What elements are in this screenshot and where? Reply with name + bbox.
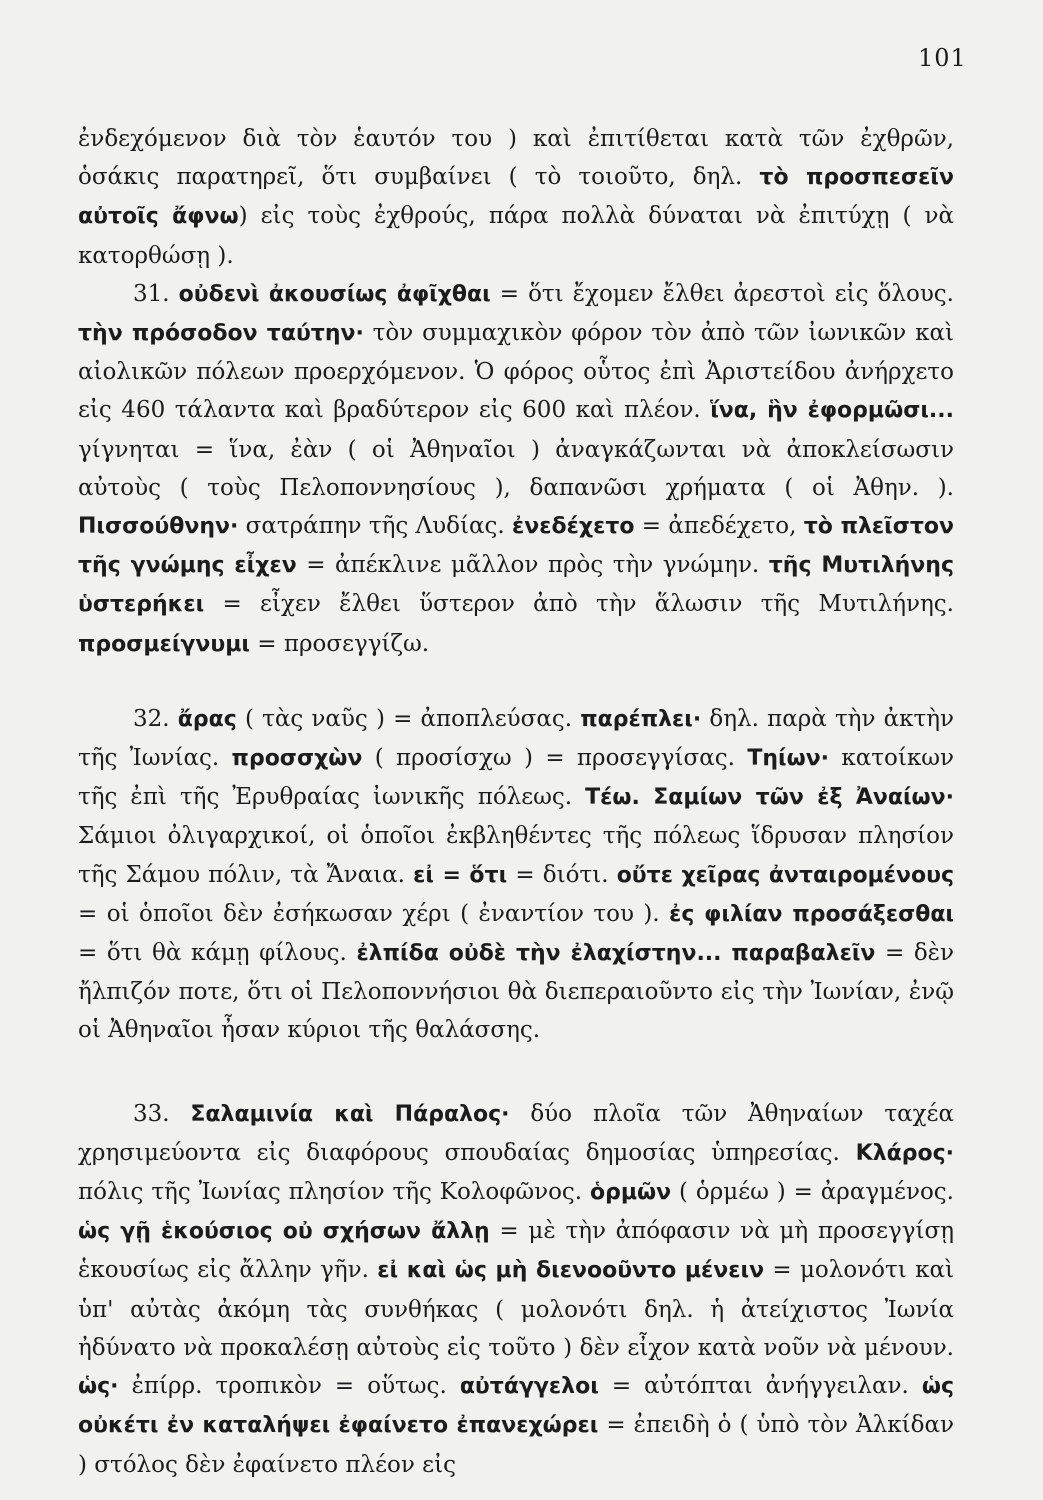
gloss-text: = αὐτόπται ἀνήγγειλαν.: [598, 1373, 922, 1400]
lemma-bold: ὁρμῶν: [590, 1180, 672, 1206]
lemma-bold: ἐς φιλίαν προσάξεσθαι: [669, 901, 955, 927]
gloss-text: ἐνδεχόμενον διὰ τὸν ἑαυτόν του ) καὶ ἐπιτίθεται κατὰ τῶν ἐχθρῶν, ὁσάκις παρατηρεῖ, ὅτι συμβαίνει ( τὸ τοιοῦτο, δηλ.: [78, 126, 954, 191]
gloss-text: ) εἰς τοὺς ἐχθρούς, πάρα πολλὰ δύναται νὰ ἐπιτύχῃ ( νὰ κατορθώσῃ ).: [78, 203, 955, 269]
gloss-text: πόλις τῆς Ἰωνίας πλησίον τῆς Κολοφῶνος.: [78, 1179, 590, 1206]
lemma-bold: Τέω. Σαμίων τῶν ἐξ Ἀναίων·: [585, 785, 954, 811]
lemma-bold: τὸ πλεῖστον τῆς γνώμης εἶχεν: [78, 514, 954, 579]
lemma-bold: Σαλαμινία καὶ Πάραλος·: [190, 1101, 510, 1127]
gloss-text: δηλ. παρὰ τὴν ἀκτὴν τῆς Ἰωνίας.: [78, 705, 955, 772]
gloss-text: = ὅτι θὰ κάμῃ φίλους.: [78, 940, 357, 967]
page-number: 101: [918, 44, 967, 72]
gloss-text: = προσεγγίζω.: [250, 630, 430, 657]
lemma-bold: παρέπλει·: [580, 706, 702, 732]
gloss-text: 31.: [133, 280, 179, 307]
lemma-bold: ὡς γῇ ἑκούσιος οὐ σχήσων ἄλλῃ: [78, 1219, 490, 1245]
lemma-bold: Πισσούθνην·: [78, 514, 239, 540]
lemma-bold: προσμείγνυμι: [78, 631, 250, 657]
lemma-bold: εἰ = ὅτι: [413, 862, 508, 888]
paragraph-intro: [78, 120, 954, 275]
lemma-bold: οὔτε χεῖρας ἀνταιρομένους: [616, 862, 955, 888]
gloss-text: ( τὰς ναῦς ) = ἀποπλεύσας.: [236, 705, 581, 732]
gloss-text: τὸν συμμαχικὸν φόρον τὸν ἀπὸ τῶν ἰωνικῶν καὶ αἰολικῶν πόλεων προερχόμενον. Ὁ φόρος οὗτος ἐπὶ Ἀριστείδου ἀνήρχετο εἰς 460 τάλαντα καὶ βραδύτερον εἰς 600 καὶ πλέον.: [78, 320, 954, 424]
gloss-text: = μολονότι καὶ ὑπ' αὐτὰς ἀκόμη τὰς συνθήκας ( μολονότι δηλ. ἡ ἀτείχιστος Ἰωνία ἠδύνατο νὰ προκαλέσῃ αὐτοὺς εἰς τοῦτο ) δὲν εἶχον κατὰ νοῦν νὰ μένουν.: [78, 1257, 955, 1361]
lemma-bold: τὸ προσπεσεῖν αὐτοῖς ἄφνω: [78, 165, 954, 230]
gloss-text: δύο πλοῖα τῶν Ἀθηναίων ταχέα χρησιμεύοντα εἰς διαφόρους σπουδαίας δημοσίας ὑπηρεσίας.: [78, 1100, 954, 1166]
lemma-bold: ἐνεδέχετο: [512, 514, 635, 540]
lemma-bold: οὐδενὶ ἀκουσίως ἀφῖχθαι: [178, 281, 491, 307]
lemma-bold: Κλάρος·: [855, 1140, 954, 1166]
gloss-text: ἐπίρρ. τροπικὸν = οὕτως.: [118, 1373, 460, 1400]
gloss-text: Σάμιοι ὀλιγαρχικοί, οἱ ὁποῖοι ἐκβληθέντες τῆς πόλεως ἵδρυσαν πλησίον τῆς Σάμου πόλιν, τὰ Ἄναια.: [78, 823, 954, 888]
gloss-text: = δὲν ἤλπιζόν ποτε, ὅτι οἱ Πελοποννήσιοι θὰ διεπεραιοῦντο εἰς τὴν Ἰωνίαν, ἐνῷ οἱ Ἀθηναῖοι ἦσαν κύριοι τῆς θαλάσσης.: [78, 940, 954, 1044]
paragraph-33: [78, 1095, 954, 1484]
gloss-text: = ἐπειδὴ ὁ ( ὑπὸ τὸν Ἀλκίδαν ) στόλος δὲν ἐφαίνετο πλέον εἰς: [78, 1412, 954, 1478]
lemma-bold: τῆς Μυτιλήνης ὑστερήκει: [78, 553, 954, 618]
lemma-bold: ἵνα, ἣν ἐφορμῶσι...: [710, 398, 954, 424]
paragraph-32: [78, 700, 954, 1050]
gloss-text: 32.: [133, 705, 178, 732]
gloss-text: = ἀπέκλινε μᾶλλον πρὸς τὴν γνώμην.: [296, 552, 769, 579]
gloss-text: = μὲ τὴν ἀπόφασιν νὰ μὴ προσεγγίσῃ ἑκουσίως εἰς ἄλλην γῆν.: [78, 1218, 954, 1284]
lemma-bold: εἰ καὶ ὡς μὴ διενοοῦντο μένειν: [377, 1258, 765, 1284]
gloss-text: = οἱ ὁποῖοι δὲν ἐσήκωσαν χέρι ( ἐναντίον του ).: [78, 900, 670, 927]
lemma-bold: ἐλπίδα οὐδὲ τὴν ἐλαχίστην... παραβαλεῖν: [356, 941, 876, 967]
paragraph-31: [78, 275, 954, 664]
lemma-bold: ἄρας: [177, 706, 237, 732]
gloss-text: = εἶχεν ἔλθει ὕστερον ἀπὸ τὴν ἅλωσιν τῆς Μυτιλήνης.: [204, 591, 954, 618]
lemma-bold: προσσχὼν: [231, 746, 363, 772]
lemma-bold: ὡς·: [78, 1374, 119, 1400]
lemma-bold: Τηίων·: [747, 746, 830, 772]
gloss-text: σατράπην τῆς Λυδίας.: [238, 513, 513, 540]
lemma-bold: αὐτάγγελοι: [459, 1374, 599, 1400]
gloss-text: = ἀπεδέχετο,: [634, 513, 804, 540]
gloss-text: κατοίκων τῆς ἐπὶ τῆς Ἐρυθραίας ἰωνικῆς πόλεως.: [78, 745, 955, 811]
gloss-text: ( προσίσχω ) = προσεγγίσας.: [362, 745, 748, 772]
lemma-bold: τὴν πρόσοδον ταύτην·: [78, 321, 364, 347]
gloss-text: ( ὁρμέω ) = ἀραγμένος.: [671, 1179, 954, 1206]
commentary-text: [78, 120, 954, 1484]
lemma-bold: ὡς οὐκέτι ἐν καταλήψει ἐφαίνετο ἐπανεχώρει: [78, 1374, 954, 1439]
gloss-text: γίγνηται = ἵνα, ἐὰν ( οἱ Ἀθηναῖοι ) ἀναγκάζωνται νὰ ἀποκλείσωσιν αὐτοὺς ( τοὺς Πελοποννησίους ), δαπανῶσι χρήματα ( οἱ Ἀθην. ).: [78, 436, 954, 501]
gloss-text: = ὅτι ἔχομεν ἔλθει ἀρεστοὶ εἰς ὅλους.: [490, 280, 954, 307]
gloss-text: 33.: [133, 1100, 191, 1127]
gloss-text: = διότι.: [507, 861, 617, 888]
